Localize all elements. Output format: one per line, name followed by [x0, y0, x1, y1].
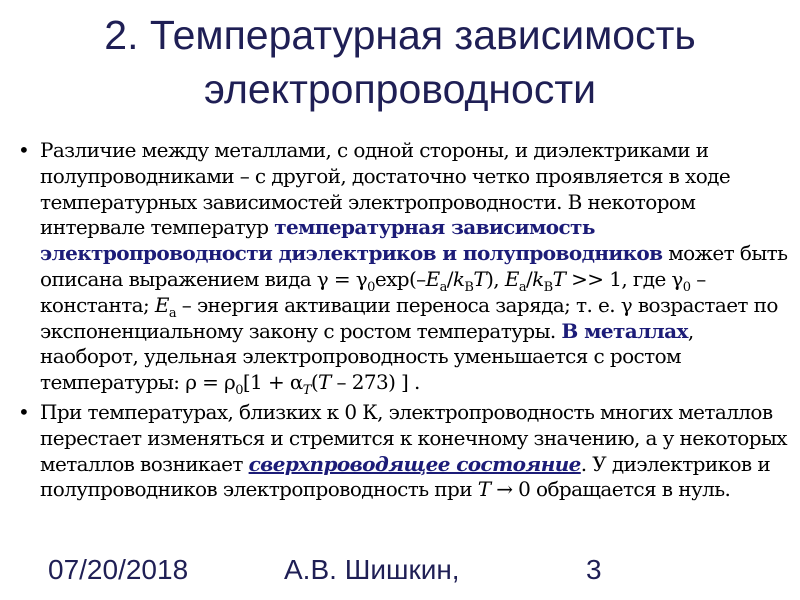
highlight-dielectric-dependence: температурная зависимость электропроводности диэлектриков и полупроводников	[40, 215, 663, 266]
subscript: B	[543, 279, 553, 295]
math-variable: T	[318, 370, 331, 395]
bullet-1-text: exp(–	[374, 266, 426, 291]
slide-footer	[0, 554, 800, 600]
math-variable: k	[452, 266, 465, 291]
slide-title-line-2: электропроводности	[203, 66, 597, 112]
math-variable: k	[532, 266, 544, 291]
subscript: T	[302, 383, 311, 399]
subscript: 0	[367, 279, 375, 295]
bullet-1-text: /	[525, 266, 533, 291]
math-variable: T	[477, 477, 491, 502]
slide-title	[0, 8, 800, 116]
bullet-2-text: . У диэлектриков и полупроводников электропроводность при	[40, 451, 771, 502]
slide-body	[18, 138, 790, 503]
math-variable: T	[473, 266, 487, 291]
bullet-marker: •	[18, 399, 30, 424]
footer-author: А.В. Шишкин,	[284, 554, 460, 585]
bullet-1-text: ),	[486, 266, 505, 291]
footer-date: 07/20/2018	[48, 554, 189, 585]
math-variable: E	[154, 292, 169, 317]
bullet-1-text: может быть описана выражением вида γ = γ	[40, 241, 788, 291]
math-variable: E	[425, 266, 440, 291]
subscript: 0	[235, 383, 243, 399]
subscript: 0	[682, 279, 691, 295]
subscript: B	[464, 279, 474, 295]
bullet-2-text: При температурах, близких к 0 К, электропроводность многих металлов перестает изменяться и стремится к конечному значению, а у некоторых металлов возникает	[40, 399, 787, 476]
slide-title-line-1: 2. Температурная зависимость	[104, 12, 696, 58]
subscript: a	[518, 279, 526, 295]
bullet-1-text: – энергия активации переноса заряда; т. е. γ возрастает по экспоненциальному закону с ростом температуры.	[40, 292, 778, 343]
highlight-superconducting: сверхпроводящее состояние	[248, 451, 581, 476]
bullet-marker: •	[18, 138, 30, 162]
bullet-1-text: >> 1, где γ	[565, 266, 683, 291]
bullet-item-1	[18, 138, 790, 399]
bullet-1-text: /	[446, 266, 453, 291]
subscript: a	[439, 279, 447, 295]
bullet-1-text: (	[310, 370, 319, 395]
bullet-1-text: Различие между металлами, с одной стороны, и диэлектриками и полупроводниками – с другой, достаточно четко проявляется в ходе температурных зависимостей электропроводности. В некотором интервале температур	[40, 138, 731, 240]
bullet-1-text: , наоборот, удельная электропроводность уменьшается с ростом температуры: ρ = ρ	[40, 318, 694, 395]
bullet-item-2	[18, 400, 790, 503]
bullet-1-text: – константа;	[40, 266, 706, 317]
highlight-metals: В металлах	[561, 318, 688, 343]
math-variable: T	[552, 266, 566, 291]
bullet-1-text: – 273) ] .	[330, 370, 420, 395]
subscript: a	[168, 305, 177, 321]
bullet-1-text: [1 + α	[242, 370, 303, 395]
bullet-2-text: → 0 обращается в нуль.	[490, 477, 731, 502]
footer-page-number: 3	[586, 554, 602, 585]
math-variable: E	[504, 266, 519, 291]
